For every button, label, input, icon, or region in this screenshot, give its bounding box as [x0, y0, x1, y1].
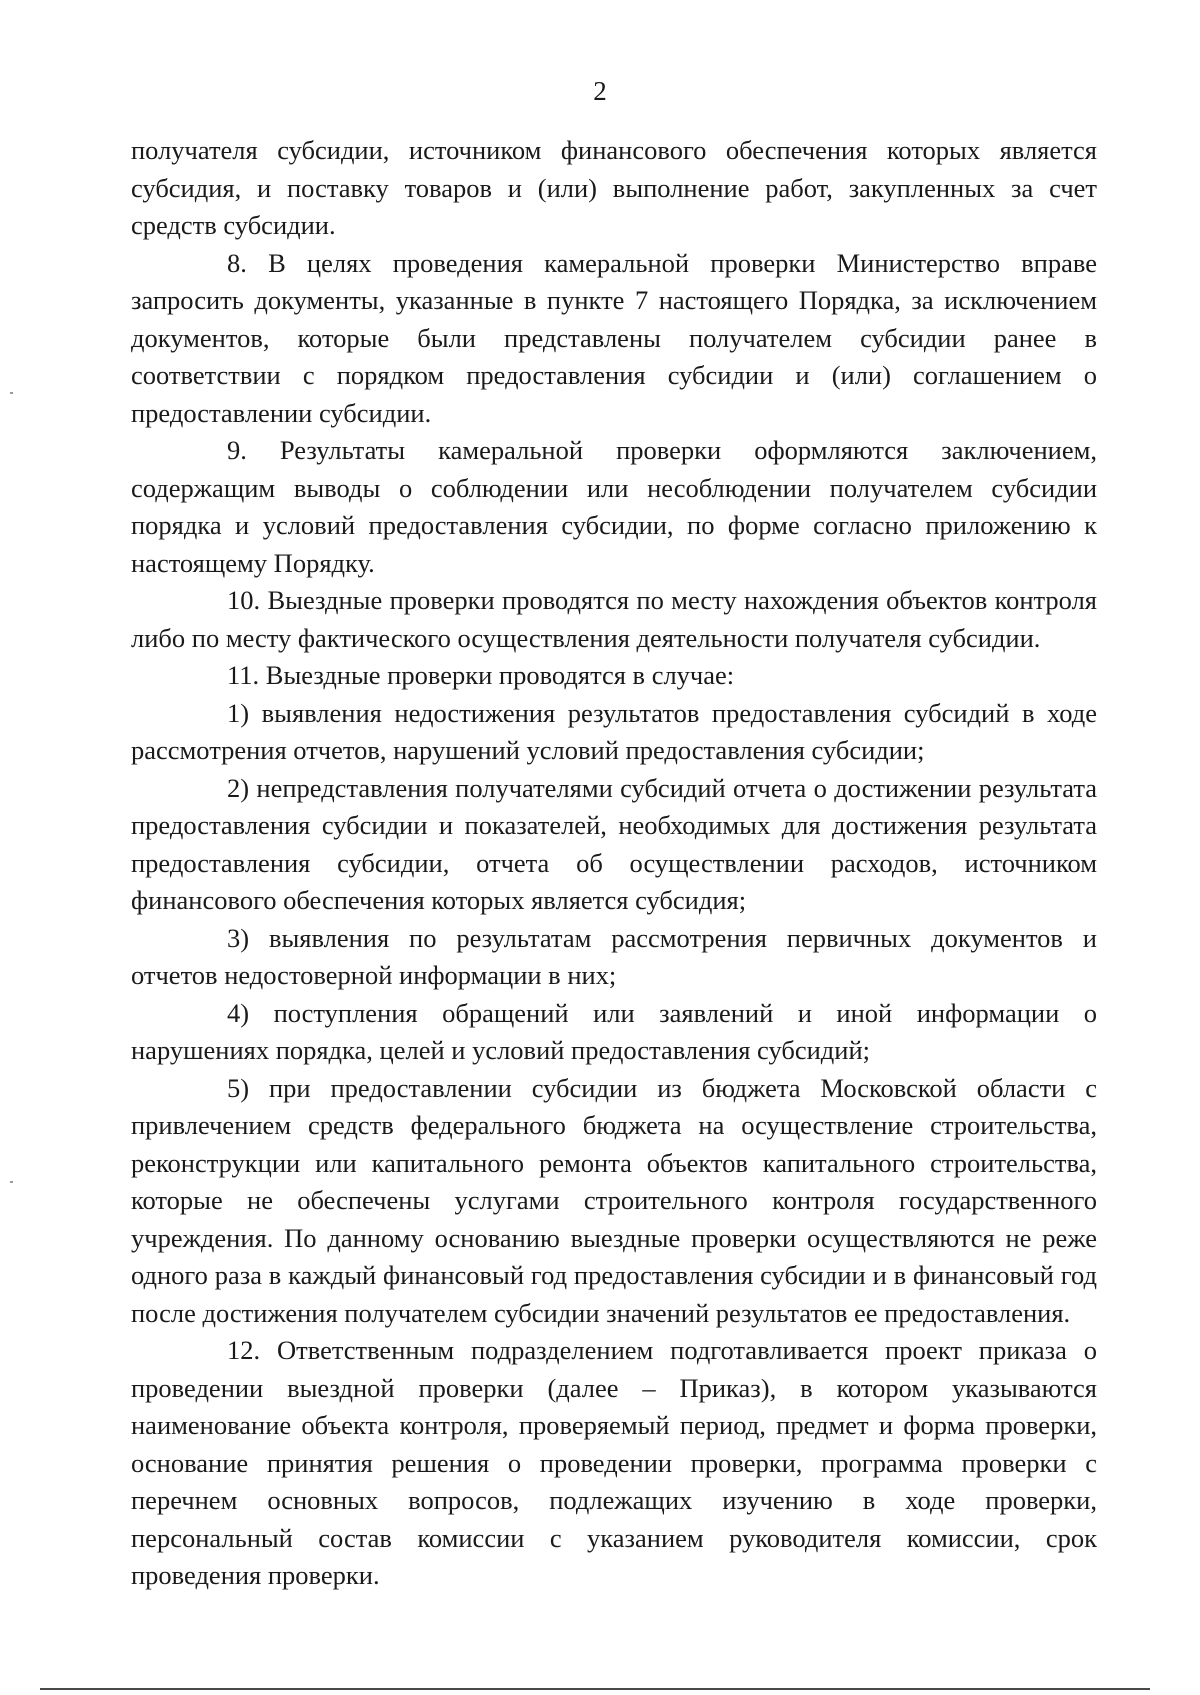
list-item-3: 3) выявления по результатам рассмотрения первичных документов и отчетов недостоверной информации в них; — [131, 922, 1097, 990]
scan-edge-mark — [10, 392, 13, 394]
scan-bottom-line — [40, 1688, 1150, 1690]
paragraph-continuation: получателя субсидии, источником финансового обеспечения которых является субсидия, и поставку товаров и (или) выполнение работ, закупленных за счет средств субсидии. — [131, 135, 1097, 240]
paragraph-item-11: 11. Выездные проверки проводятся в случае: — [227, 660, 735, 690]
document-body — [131, 132, 1097, 1595]
list-item-5: 5) при предоставлении субсидии из бюджета Московской области с привлечением средств федерального бюджета на осуществление строительства, реконструкции или капитального ремонта объектов капитального строительства, которые не обеспечены услугами строительного контроля государственного учреждения. По данному основанию выездные проверки осуществляются не реже одного раза в каждый финансовый год предоставления субсидии и в финансовый год после достижения получателем субсидии значений результатов ее предоставления. — [131, 1072, 1097, 1328]
paragraph-item-9: 9. Результаты камеральной проверки оформляются заключением, содержащим выводы о соблюдении или несоблюдении получателем субсидии порядка и условий предоставления субсидии, по форме согласно приложению к настоящему Порядку. — [131, 435, 1097, 578]
list-item-4: 4) поступления обращений или заявлений и иной информации о нарушениях порядка, целей и условий предоставления субсидий; — [131, 997, 1097, 1065]
scan-edge-mark — [10, 1181, 13, 1183]
page-number: 2 — [593, 76, 607, 106]
paragraph-item-8: 8. В целях проведения камеральной проверки Министерство вправе запросить документы, указанные в пункте 7 настоящего Порядка, за исключением документов, которые были представлены получателем субсидии ранее в соответствии с порядком предоставления субсидии и (или) соглашением о предоставлении субсидии. — [131, 247, 1097, 428]
list-item-2: 2) непредставления получателями субсидий отчета о достижении результата предоставления субсидии и показателей, необходимых для достижения результата предоставления субсидии, отчета об осуществлении расходов, источником финансового обеспечения которых является субсидия; — [131, 772, 1097, 915]
paragraph-item-10: 10. Выездные проверки проводятся по месту нахождения объектов контроля либо по месту фактического осуществления деятельности получателя субсидии. — [131, 585, 1097, 653]
paragraph-item-12: 12. Ответственным подразделением подготавливается проект приказа о проведении выездной проверки (далее – Приказ), в котором указываются наименование объекта контроля, проверяемый период, предмет и форма проверки, основание принятия решения о проведении проверки, программа проверки с перечнем основных вопросов, подлежащих изучению в ходе проверки, персональный состав комиссии с указанием руководителя комиссии, срок проведения проверки. — [131, 1335, 1097, 1590]
list-item-1: 1) выявления недостижения результатов предоставления субсидий в ходе рассмотрения отчетов, нарушений условий предоставления субсидии; — [131, 697, 1097, 765]
